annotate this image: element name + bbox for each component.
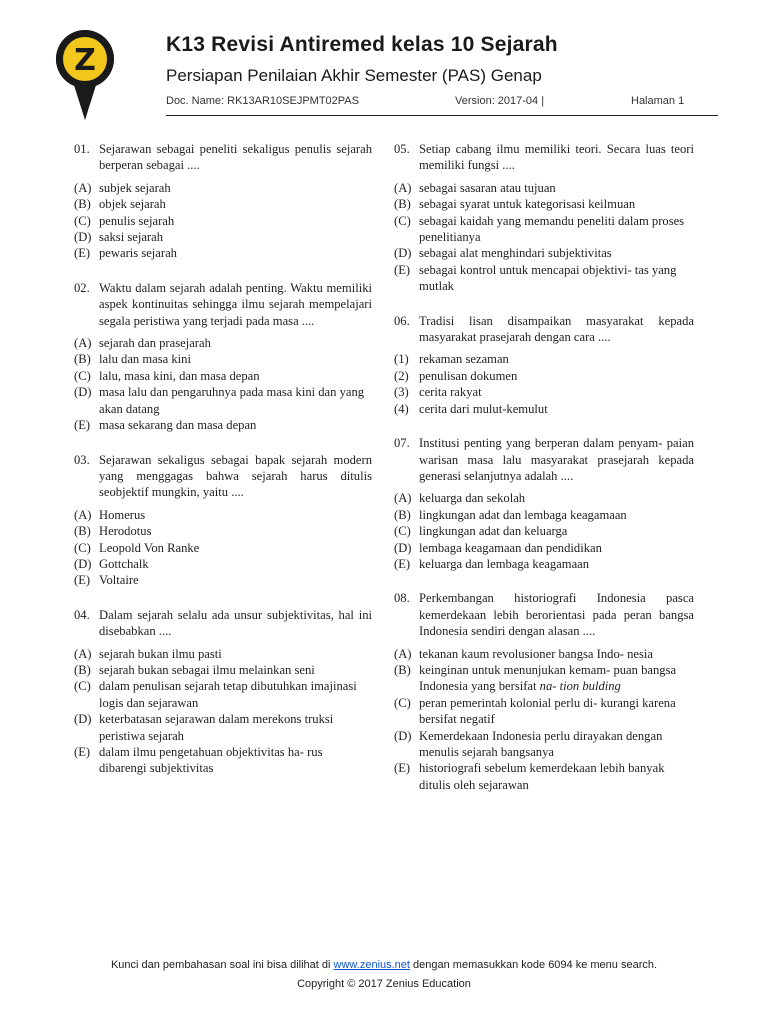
copyright: Copyright © 2017 Zenius Education xyxy=(297,978,471,990)
option-text xyxy=(99,678,372,711)
option-label: (4) xyxy=(394,401,409,416)
option-row xyxy=(74,196,372,212)
option-text xyxy=(99,523,372,539)
option-label: (B) xyxy=(74,352,91,367)
option-row xyxy=(74,335,372,351)
option-text xyxy=(99,229,372,245)
option-row xyxy=(394,523,694,539)
option-text xyxy=(99,368,372,384)
question-stem xyxy=(74,141,372,174)
option-row xyxy=(394,695,694,728)
footer-suffix: dengan memasukkan kode 6094 ke menu search. xyxy=(413,959,658,971)
options-list xyxy=(394,490,694,572)
option-row xyxy=(74,523,372,539)
option-text xyxy=(99,417,372,433)
question-07 xyxy=(394,435,694,572)
question-number: 08. xyxy=(394,591,410,606)
option-text xyxy=(419,351,694,367)
option-text xyxy=(99,646,372,662)
question-01 xyxy=(74,141,372,262)
option-text xyxy=(99,351,372,367)
options-list xyxy=(74,646,372,777)
option-row xyxy=(394,760,694,793)
footer-note xyxy=(0,959,768,971)
option-label: (E) xyxy=(74,745,91,759)
option-text xyxy=(99,572,372,588)
option-row xyxy=(394,368,694,384)
options-list xyxy=(394,351,694,417)
option-text xyxy=(419,401,694,417)
option-label: (C) xyxy=(394,213,411,228)
option-label: (A) xyxy=(74,646,92,661)
option-text-main: tekanan kaum revolusioner bangsa Indo- nesia xyxy=(419,646,653,661)
option-row xyxy=(394,507,694,523)
question-stem xyxy=(394,141,694,174)
question-text: Sejarawan sebagai peneliti sekaligus penulis sejarah berperan sebagai .... xyxy=(99,142,372,173)
options-list xyxy=(394,646,694,794)
question-number: 03. xyxy=(74,452,90,467)
option-text-main: lembaga keagamaan dan pendidikan xyxy=(419,540,602,555)
option-row xyxy=(394,662,694,695)
option-text xyxy=(419,540,694,556)
option-text xyxy=(419,507,694,523)
left-column xyxy=(74,141,372,777)
question-text: Tradisi lisan disampaikan masyarakat kepada masyarakat prasejarah dengan cara .... xyxy=(419,313,694,345)
option-text xyxy=(419,196,694,212)
option-text-main: sebagai sasaran atau tujuan xyxy=(419,180,556,195)
option-label: (1) xyxy=(394,352,409,367)
option-label: (D) xyxy=(394,246,412,261)
zenius-link[interactable]: www.zenius.net xyxy=(333,959,410,971)
option-label: (B) xyxy=(394,197,411,212)
option-text xyxy=(99,556,372,572)
option-text-main: pewaris sejarah xyxy=(99,246,177,261)
option-text-main: Homerus xyxy=(99,507,146,522)
option-row xyxy=(394,262,694,295)
option-text xyxy=(99,662,372,678)
option-row xyxy=(74,229,372,245)
option-label: (C) xyxy=(394,695,411,710)
header-divider xyxy=(166,115,718,116)
option-text-main: keluarga dan lembaga keagamaan xyxy=(419,556,590,571)
option-row xyxy=(394,646,694,662)
option-label: (C) xyxy=(74,213,91,228)
option-text xyxy=(419,556,694,572)
option-label: (E) xyxy=(74,418,91,433)
option-row xyxy=(394,556,694,572)
option-row xyxy=(74,556,372,572)
option-label: (E) xyxy=(74,573,91,588)
option-label: (B) xyxy=(394,662,411,677)
option-text-main: Herodotus xyxy=(99,524,152,539)
option-row xyxy=(74,744,372,777)
option-text-main: masa sekarang dan masa depan xyxy=(99,418,257,433)
question-text: Dalam sejarah selalu ada unsur subjektivitas, hal ini disebabkan .... xyxy=(99,607,372,639)
option-row xyxy=(394,351,694,367)
question-number: 07. xyxy=(394,436,410,451)
option-row xyxy=(394,245,694,261)
option-label: (2) xyxy=(394,368,409,383)
option-label: (A) xyxy=(394,491,412,506)
option-text-main: sebagai kontrol untuk mencapai objektivi- tas yang mutlak xyxy=(419,262,677,294)
option-label: (C) xyxy=(74,540,91,555)
option-text-main: Leopold Von Ranke xyxy=(99,540,200,555)
option-row xyxy=(394,384,694,400)
option-label: (B) xyxy=(74,524,91,539)
option-row xyxy=(394,728,694,761)
option-text xyxy=(99,744,372,777)
option-row xyxy=(74,245,372,261)
question-04 xyxy=(74,607,372,777)
question-number: 05. xyxy=(394,142,410,156)
option-label: (A) xyxy=(394,646,412,661)
right-column xyxy=(394,141,694,793)
footer-prefix: Kunci dan pembahasan soal ini bisa dilihat di xyxy=(110,959,331,971)
page-number: Halaman 1 xyxy=(631,95,685,107)
option-text-main: subjek sejarah xyxy=(99,180,171,195)
option-label: (E) xyxy=(394,262,411,277)
option-text xyxy=(419,245,694,261)
option-label: (A) xyxy=(74,180,92,195)
option-text-main: sejarah bukan ilmu pasti xyxy=(99,646,222,661)
option-text-main: peran pemerintah kolonial perlu di- kurangi karena bersifat negatif xyxy=(419,695,676,727)
document-subtitle: Persiapan Penilaian Akhir Semester (PAS) Genap xyxy=(166,66,542,85)
option-text xyxy=(419,646,694,662)
option-row xyxy=(74,662,372,678)
option-label: (E) xyxy=(74,246,91,261)
options-list xyxy=(74,180,372,262)
options-list xyxy=(74,507,372,589)
option-text xyxy=(99,213,372,229)
option-row xyxy=(74,572,372,588)
option-text-main: rekaman sezaman xyxy=(419,352,509,367)
option-row xyxy=(394,196,694,212)
option-row xyxy=(74,213,372,229)
option-text xyxy=(419,490,694,506)
question-text: Perkembangan historiografi Indonesia pasca kemerdekaan lebih berorientasi pada peran bangsa Indonesia sendiri dengan alasan .... xyxy=(419,591,694,639)
question-text: Sejarawan sekaligus sebagai bapak sejarah modern yang menggagas bahwa sejarah harus ditulis seobjektif mungkin, yaitu .... xyxy=(99,452,372,500)
question-number: 02. xyxy=(74,280,90,295)
option-label: (A) xyxy=(74,507,92,522)
option-label: (D) xyxy=(394,540,412,555)
question-text: Institusi penting yang berperan dalam penyam- paian warisan masa lalu masyarakat prasejarah kepada generasi selanjutnya adalah .... xyxy=(419,436,694,483)
option-text xyxy=(419,760,694,793)
option-text xyxy=(419,368,694,384)
option-row xyxy=(394,401,694,417)
option-label: (A) xyxy=(74,336,92,351)
question-number: 06. xyxy=(394,313,410,328)
option-text-italic: na- tion bulding xyxy=(539,679,621,694)
question-08 xyxy=(394,590,694,793)
option-label: (C) xyxy=(74,679,91,694)
option-text-main: Kemerdekaan Indonesia perlu dirayakan dengan menulis sejarah bangsanya xyxy=(419,728,663,759)
option-text xyxy=(99,196,372,212)
option-text xyxy=(99,540,372,556)
option-text xyxy=(99,335,372,351)
option-text-main: dalam penulisan sejarah tetap dibutuhkan imajinasi logis dan sejarawan xyxy=(99,679,357,710)
option-text-main: cerita dari mulut-kemulut xyxy=(419,401,548,416)
option-text-main: sebagai alat menghindari subjektivitas xyxy=(419,246,612,261)
doc-name: Doc. Name: RK13AR10SEJPMT02PAS xyxy=(166,95,359,107)
options-list xyxy=(394,180,694,295)
option-row xyxy=(74,540,372,556)
option-row xyxy=(74,711,372,744)
option-text xyxy=(419,695,694,728)
option-label: (D) xyxy=(74,230,92,245)
option-text-main: sejarah dan prasejarah xyxy=(99,336,211,351)
question-02 xyxy=(74,280,372,434)
option-row xyxy=(394,180,694,196)
question-stem xyxy=(394,435,694,484)
option-label: (E) xyxy=(394,556,411,571)
option-text-main: historiografi sebelum kemerdekaan lebih banyak ditulis oleh sejarawan xyxy=(419,761,665,792)
option-text xyxy=(419,213,694,246)
option-text-main: penulis sejarah xyxy=(99,213,175,228)
option-text xyxy=(99,180,372,196)
option-row xyxy=(74,507,372,523)
question-06 xyxy=(394,313,694,417)
question-05 xyxy=(394,141,694,295)
option-row xyxy=(74,368,372,384)
option-text-main: lalu dan masa kini xyxy=(99,352,191,367)
option-text-main: Gottchalk xyxy=(99,556,149,571)
option-text-main: sebagai kaidah yang memandu peneliti dalam proses penelitianya xyxy=(419,213,685,245)
option-text xyxy=(419,180,694,196)
question-stem xyxy=(74,607,372,640)
option-text-main: masa lalu dan pengaruhnya pada masa kini dan yang akan datang xyxy=(99,385,365,416)
option-label: (A) xyxy=(394,180,412,195)
option-text-main: keinginan untuk menunjukan kemam- puan bangsa Indonesia yang bersifat xyxy=(419,662,677,694)
option-row xyxy=(74,180,372,196)
option-row xyxy=(394,540,694,556)
option-text-main: dalam ilmu pengetahuan objektivitas ha- rus dibarengi subjektivitas xyxy=(99,745,323,776)
option-text xyxy=(99,384,372,417)
option-text-main: Voltaire xyxy=(99,573,139,588)
option-text xyxy=(419,523,694,539)
option-text-main: keluarga dan sekolah xyxy=(419,491,526,506)
option-text xyxy=(419,384,694,400)
option-text xyxy=(99,245,372,261)
question-number: 01. xyxy=(74,142,90,156)
option-label: (D) xyxy=(74,712,92,727)
option-text-main: sebagai syarat untuk kategorisasi keilmuan xyxy=(419,197,636,212)
option-label: (D) xyxy=(74,556,92,571)
option-label: (C) xyxy=(74,368,91,383)
question-number: 04. xyxy=(74,607,90,622)
option-row xyxy=(394,490,694,506)
option-label: (B) xyxy=(74,662,91,677)
option-label: (E) xyxy=(394,761,411,776)
option-row xyxy=(74,646,372,662)
question-stem xyxy=(394,590,694,639)
option-row xyxy=(394,213,694,246)
option-label: (B) xyxy=(394,507,411,522)
option-text-main: penulisan dokumen xyxy=(419,368,518,383)
question-text: Waktu dalam sejarah adalah penting. Waktu memiliki aspek kontinuitas sehingga ilmu sejarah mempelajari segala peristiwa yang terjadi pada masa .... xyxy=(99,280,372,328)
doc-version: Version: 2017-04 | xyxy=(455,95,545,107)
option-row xyxy=(74,384,372,417)
option-text-main: objek sejarah xyxy=(99,197,166,212)
question-text: Setiap cabang ilmu memiliki teori. Secara luas teori memiliki fungsi .... xyxy=(419,142,694,173)
option-text-main: saksi sejarah xyxy=(99,230,163,245)
option-text-main: keterbatasan sejarawan dalam merekons truksi peristiwa sejarah xyxy=(99,712,334,743)
option-label: (B) xyxy=(74,197,91,212)
option-text-main: lingkungan adat dan keluarga xyxy=(419,524,568,539)
option-text-main: lingkungan adat dan lembaga keagamaan xyxy=(419,507,627,522)
question-stem xyxy=(74,452,372,501)
option-text xyxy=(419,262,694,295)
options-list xyxy=(74,335,372,433)
option-text-main: cerita rakyat xyxy=(419,385,482,400)
option-text-main: lalu, masa kini, dan masa depan xyxy=(99,368,260,383)
option-text xyxy=(419,728,694,761)
question-stem xyxy=(74,280,372,329)
option-text-main: sejarah bukan sebagai ilmu melainkan seni xyxy=(99,662,315,677)
option-label: (3) xyxy=(394,385,409,400)
option-label: (C) xyxy=(394,524,411,539)
option-text xyxy=(419,662,694,695)
option-label: (D) xyxy=(74,385,92,400)
option-row xyxy=(74,351,372,367)
option-label: (D) xyxy=(394,728,412,743)
document-title: K13 Revisi Antiremed kelas 10 Sejarah xyxy=(166,33,558,56)
option-row xyxy=(74,417,372,433)
option-text xyxy=(99,711,372,744)
question-stem xyxy=(394,313,694,346)
option-text xyxy=(99,507,372,523)
question-03 xyxy=(74,452,372,589)
option-row xyxy=(74,678,372,711)
logo-letter: Z xyxy=(74,43,96,78)
zenius-logo xyxy=(54,28,116,122)
